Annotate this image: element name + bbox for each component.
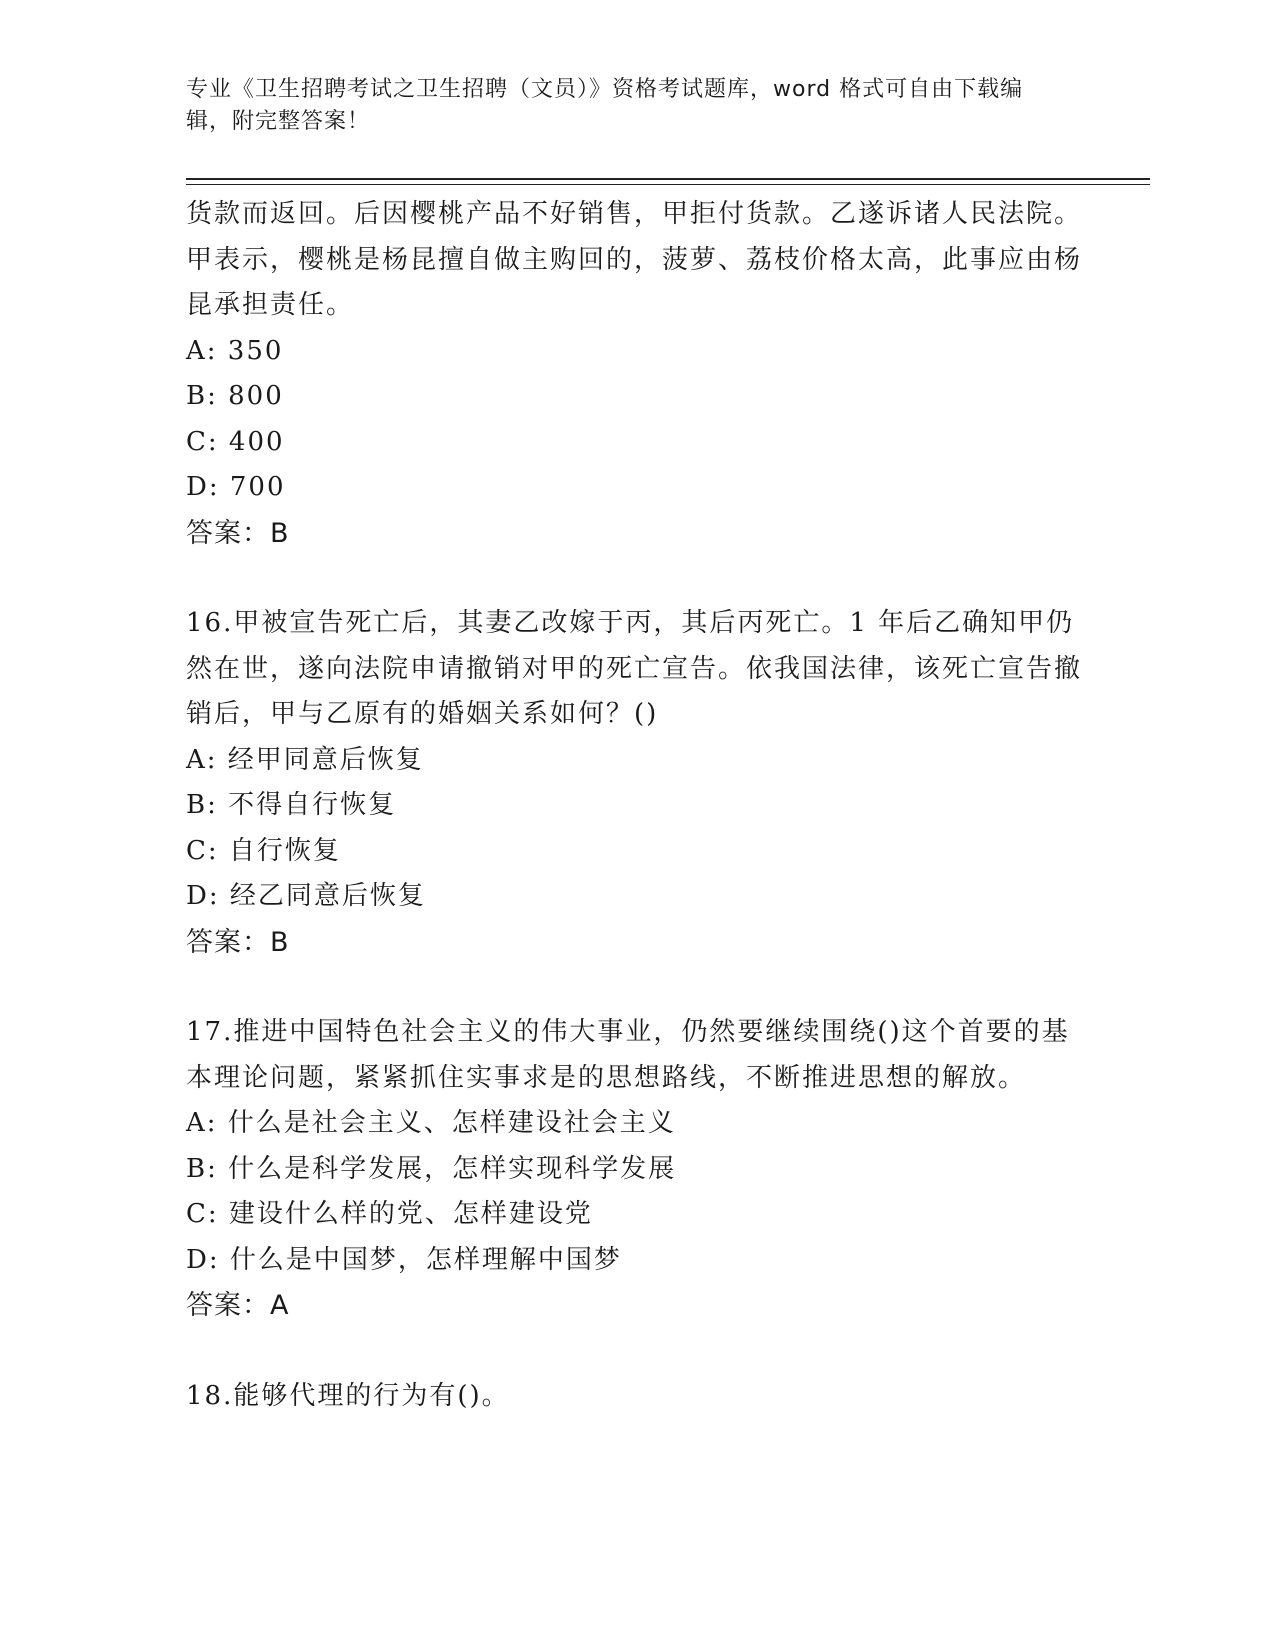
option-a: A: 经甲同意后恢复	[186, 744, 424, 775]
question-text: 货款而返回。后因樱桃产品不好销售，甲拒付货款。乙遂诉诸人民法院。甲表示，樱桃是杨昆擅自做主购回的，菠萝、荔枝价格太高，此事应由杨昆承担责任。	[186, 199, 1083, 320]
question-15-continued	[186, 192, 1086, 556]
question-16	[186, 601, 1086, 965]
answer-line: 答案：B	[186, 926, 290, 958]
question-18	[186, 1374, 1086, 1420]
question-text: 16.甲被宣告死亡后，其妻乙改嫁于丙，其后丙死亡。1 年后乙确知甲仍然在世，遂向法院申请撤销对甲的死亡宣告。依我国法律，该死亡宣告撤销后，甲与乙原有的婚姻关系如何？()	[186, 608, 1083, 729]
option-c: C: 400	[186, 426, 285, 457]
question-17	[186, 1010, 1086, 1329]
question-text: 17.推进中国特色社会主义的伟大事业，仍然要继续围绕()这个首要的基本理论问题，紧紧抓住实事求是的思想路线，不断推进思想的解放。	[186, 1017, 1070, 1093]
question-list	[186, 192, 1086, 1419]
option-a: A: 什么是社会主义、怎样建设社会主义	[186, 1108, 676, 1138]
answer-line: 答案：B	[186, 517, 290, 549]
answer-line: 答案：A	[186, 1290, 290, 1321]
header-rule-thick	[186, 178, 1150, 180]
option-b: B: 不得自行恢复	[186, 790, 397, 820]
option-d: D: 什么是中国梦，怎样理解中国梦	[186, 1244, 622, 1275]
option-c: C: 自行恢复	[186, 835, 341, 866]
option-d: D: 700	[186, 472, 286, 502]
header-rule-thin	[186, 184, 1150, 185]
document-header: 专业《卫生招聘考试之卫生招聘（文员）》资格考试题库，word 格式可自由下载编辑，附完整答案！	[186, 77, 1024, 134]
option-d: D: 经乙同意后恢复	[186, 881, 426, 911]
option-c: C: 建设什么样的党、怎样建设党	[186, 1199, 593, 1229]
option-b: B: 800	[186, 381, 284, 411]
option-b: B: 什么是科学发展，怎样实现科学发展	[186, 1153, 677, 1184]
question-text: 18.能够代理的行为有()。	[186, 1380, 510, 1411]
option-a: A: 350	[186, 335, 284, 366]
